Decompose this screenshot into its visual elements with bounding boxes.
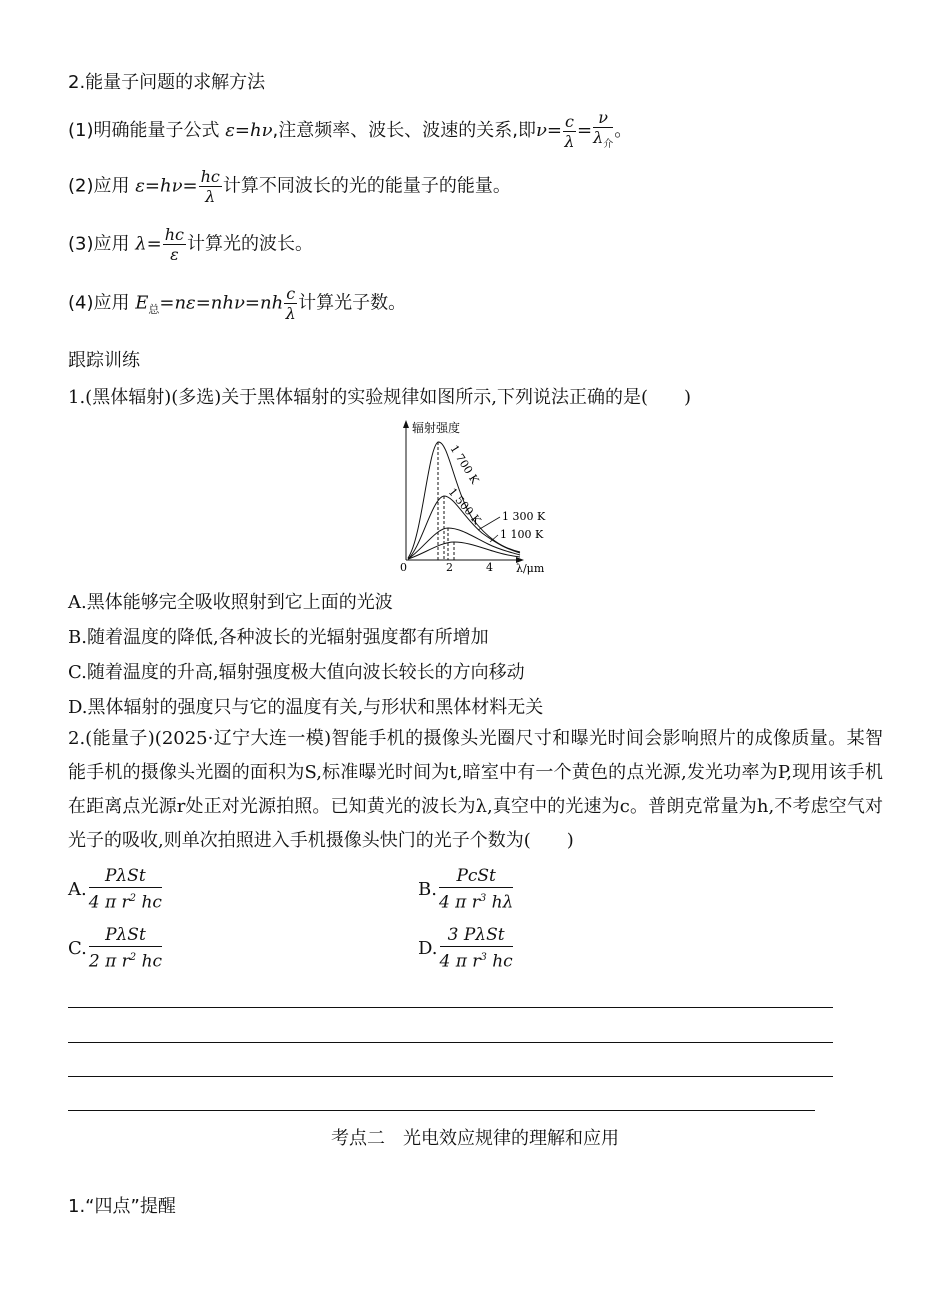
fraction-hc-over-epsilon: $\frac{hc}{\varepsilon}$ <box>164 225 184 264</box>
curve-label-1700k: 1 700 K <box>447 442 482 487</box>
x-tick-0: 0 <box>400 561 407 574</box>
method-3: (3)应用 λ= $\frac{hc}{\varepsilon}$ 计算光的波长。 <box>68 225 313 264</box>
curve-label-1100k: 1 100 K <box>500 528 544 541</box>
q1-option-b: B.随着温度的降低,各种波长的光辐射强度都有所增加 <box>68 627 489 648</box>
four-points-heading: 1.“四点”提醒 <box>68 1196 176 1217</box>
section-2-title: 考点二 光电效应规律的理解和应用 <box>331 1128 619 1149</box>
method-4: (4)应用 $E_总=n\varepsilon=nh\nu=nh$ $\frac{c}{\lambda}$ 计算光子数。 <box>68 284 407 323</box>
method-1: (1)明确能量子公式 ε=hν,注意频率、波长、波速的关系,即ν= $\frac{c}{\lambda}$ = $\frac{\nu}{\lambda_介}$ 。 <box>68 108 632 154</box>
question-2-stem: 2.(能量子)(2025·辽宁大连一模)智能手机的摄像头光圈尺寸和曝光时间会影响照片的成像质量。某智能手机的摄像头光圈的面积为S,标准曝光时间为t,暗室中有一个黄色的点光源,发光功率为P,现用该手机在距离点光源r处正对光源拍照。已知黄光的波长为λ,真空中的光速为c。普朗克常量为h,不考虑空气对光子的吸收,则单次拍照进入手机摄像头快门的光子个数为( ) <box>68 728 883 851</box>
x-axis-label: λ/μm <box>516 562 545 575</box>
section-heading: 2.能量子问题的求解方法 <box>68 72 266 93</box>
curve-label-1300k: 1 300 K <box>502 510 546 523</box>
x-tick-4: 4 <box>486 561 493 574</box>
fraction-c-over-lambda-2: $\frac{c}{\lambda}$ <box>285 284 296 323</box>
q2-option-a: A. $\frac{\text{PλSt}}{4 \pi r^2 hc}$ <box>68 866 162 913</box>
answer-line <box>68 1076 833 1077</box>
q1-option-c: C.随着温度的升高,辐射强度极大值向波长较长的方向移动 <box>68 662 525 683</box>
method-2: (2)应用 ε=hν= $\frac{hc}{\lambda}$ 计算不同波长的光的能量子的能量。 <box>68 167 511 206</box>
q1-option-d: D.黑体辐射的强度只与它的温度有关,与形状和黑体材料无关 <box>68 697 544 718</box>
q2-option-b: B. $\frac{\text{PcSt}}{4 \pi r^3 h\lambda}$ <box>418 866 514 913</box>
fraction-nu-over-lambda: $\frac{\nu}{\lambda_介}$ <box>593 108 614 151</box>
q1-option-a: A.黑体能够完全吸收照射到它上面的光波 <box>68 592 393 613</box>
curve-label-1500k: 1 500 K <box>445 485 484 528</box>
answer-line <box>68 1007 833 1008</box>
q2-option-c: C. $\frac{\text{PλSt}}{2 \pi r^2 hc}$ <box>68 925 163 972</box>
fraction-hc-over-lambda: $\frac{hc}{\lambda}$ <box>200 167 220 206</box>
answer-line <box>68 1110 815 1111</box>
fraction-c-over-lambda: $\frac{c}{\lambda}$ <box>564 111 575 151</box>
question-1-stem: 1.(黑体辐射)(多选)关于黑体辐射的实验规律如图所示,下列说法正确的是( ) <box>68 387 692 408</box>
q2-option-d: D. $\frac{\text{3 PλSt}}{4 \pi r^3 hc}$ <box>418 925 513 972</box>
y-axis-label: 辐射强度 <box>412 421 461 435</box>
blackbody-radiation-figure <box>392 418 562 578</box>
x-tick-2: 2 <box>446 561 453 574</box>
answer-line <box>68 1042 833 1043</box>
practice-title: 跟踪训练 <box>68 350 140 371</box>
